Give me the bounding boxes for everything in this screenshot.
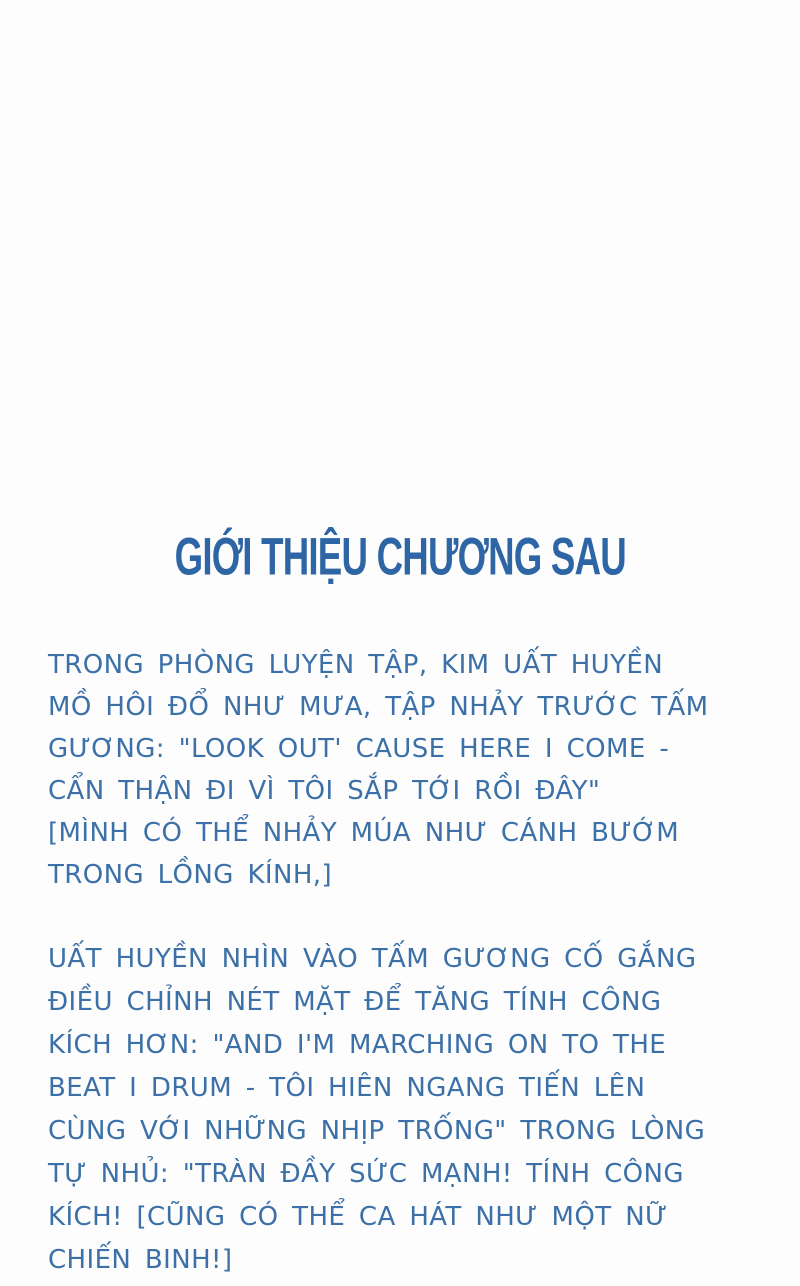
text-line: KÍCH! [CŨNG CÓ THỂ CA HÁT NHƯ MỘT NỮ bbox=[48, 1202, 668, 1232]
text-line: CHIẾN BINH!] bbox=[48, 1245, 233, 1275]
text-line: CÙNG VỚI NHỮNG NHỊP TRỐNG" TRONG LÒNG bbox=[48, 1116, 706, 1146]
text-line: TRONG PHÒNG LUYỆN TẬP, KIM UẤT HUYỀN bbox=[48, 650, 664, 680]
text-line: [MÌNH CÓ THỂ NHẢY MÚA NHƯ CÁNH BƯỚM bbox=[48, 818, 680, 848]
text-line: MỒ HÔI ĐỔ NHƯ MƯA, TẬP NHẢY TRƯỚC TẤM bbox=[48, 692, 709, 722]
page-title: GIỚI THIỆU CHƯƠNG SAU bbox=[174, 526, 626, 586]
text-line: ĐIỀU CHỈNH NÉT MẶT ĐỂ TĂNG TÍNH CÔNG bbox=[48, 987, 662, 1017]
text-line: GƯƠNG: "LOOK OUT' CAUSE HERE I COME - bbox=[48, 734, 670, 764]
text-line: TỰ NHỦ: "TRÀN ĐẦY SỨC MẠNH! TÍNH CÔNG bbox=[48, 1159, 684, 1189]
text-line: BEAT I DRUM - TÔI HIÊN NGANG TIẾN LÊN bbox=[48, 1073, 646, 1103]
paragraph-1 bbox=[48, 644, 780, 896]
page-title-container bbox=[0, 524, 800, 586]
paragraph-2 bbox=[48, 938, 780, 1282]
text-line: CẨN THẬN ĐI VÌ TÔI SẮP TỚI RỒI ĐÂY" bbox=[48, 776, 601, 806]
text-line: TRONG LỒNG KÍNH,] bbox=[48, 860, 333, 890]
text-line: KÍCH HƠN: "AND I'M MARCHING ON TO THE bbox=[48, 1030, 667, 1060]
text-line: UẤT HUYỀN NHÌN VÀO TẤM GƯƠNG CỐ GẮNG bbox=[48, 944, 697, 974]
